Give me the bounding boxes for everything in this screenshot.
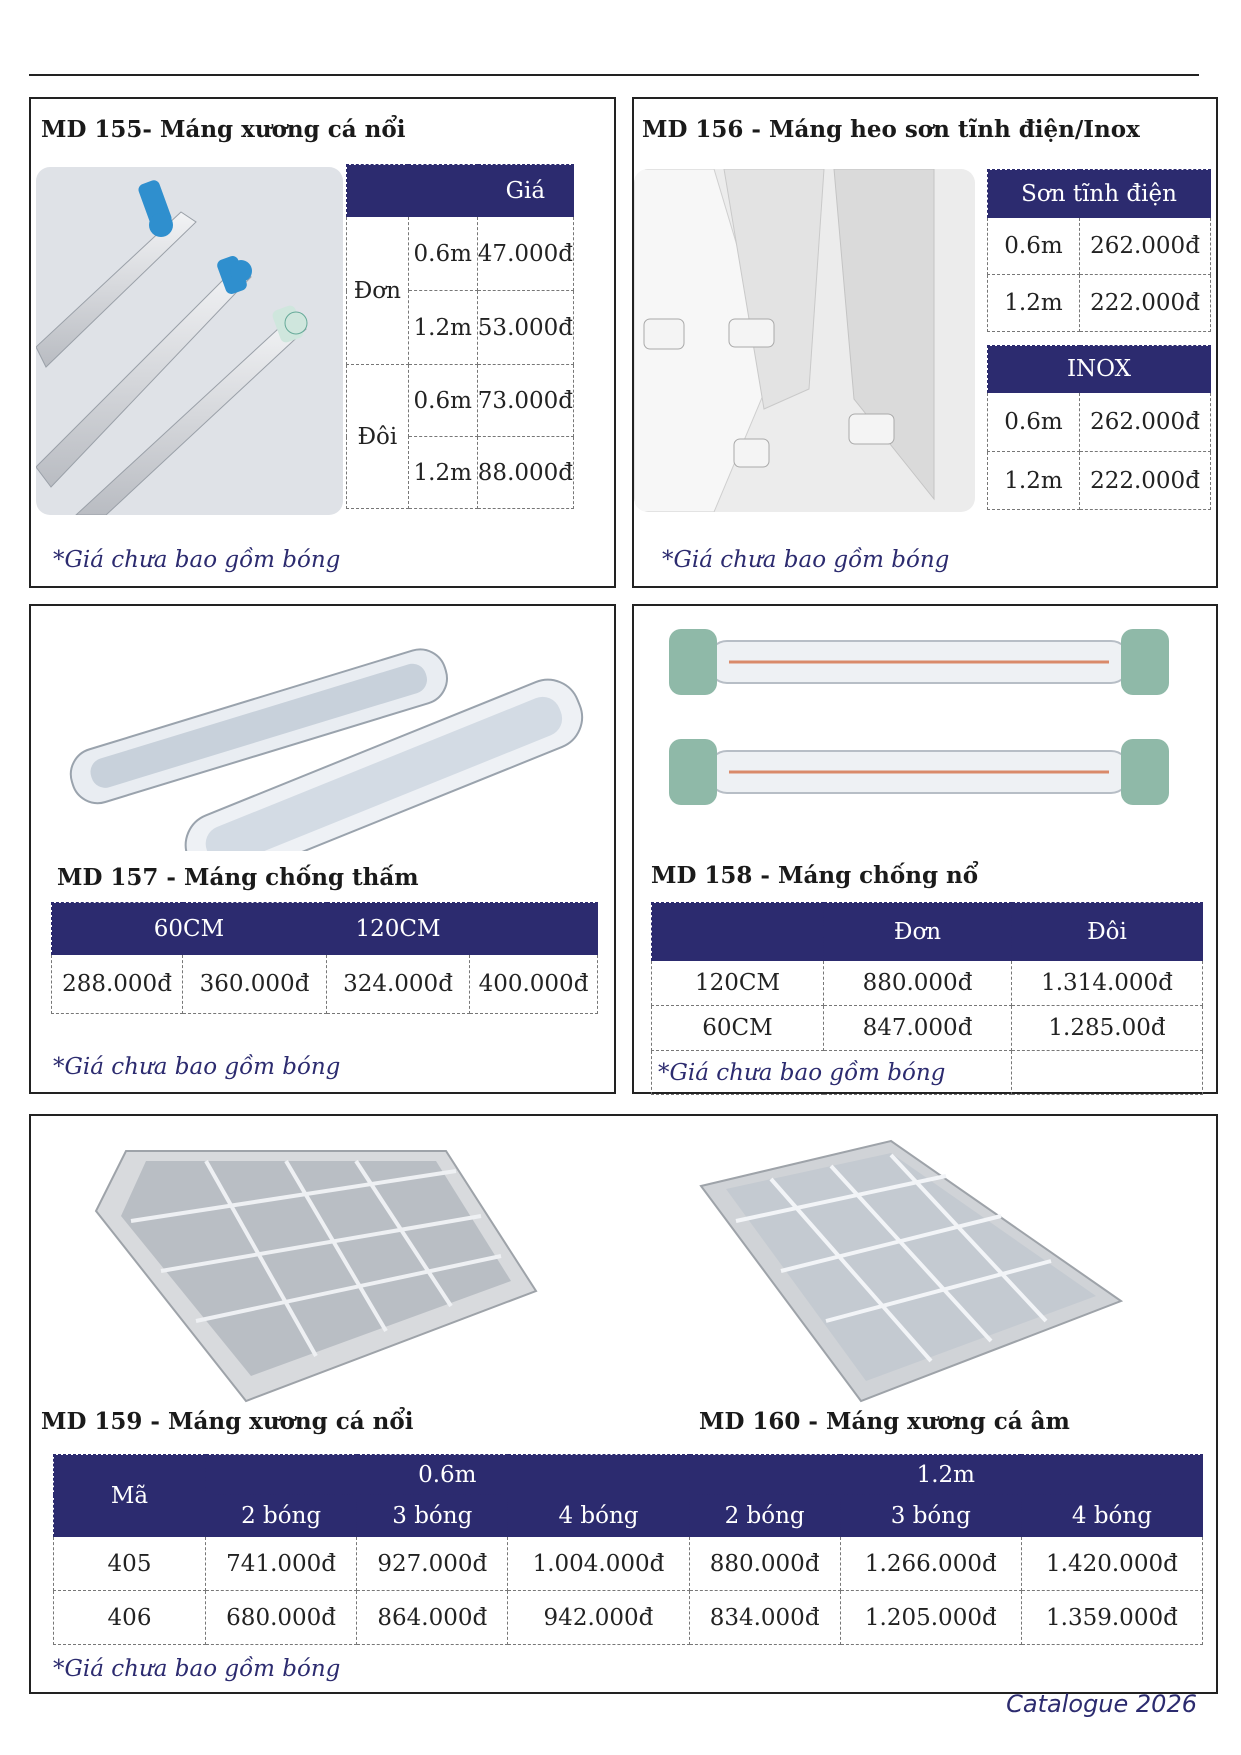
md158-title: MD 158 - Máng chống nổ (651, 862, 979, 889)
md155-price-table (346, 164, 574, 509)
md157-note: *Giá chưa bao gồm bóng (53, 1054, 341, 1080)
md156-son-table (987, 169, 1211, 332)
md158-size: 60CM (652, 1006, 824, 1051)
md155-product-image (36, 167, 343, 515)
md156-inox-price: 262.000đ (1080, 393, 1211, 452)
md157-price-table (51, 902, 598, 1014)
md158-header-don: Đơn (824, 903, 1012, 961)
md155-group-don: Đơn (347, 217, 409, 365)
grid-header-ma: Mã (54, 1455, 206, 1537)
md157-header-60: 60CM (52, 903, 327, 955)
md156-son-price: 222.000đ (1080, 275, 1211, 332)
md157-panel (29, 604, 616, 1094)
md155-price: 47.000đ (477, 217, 573, 291)
grid-price: 1.266.000đ (840, 1537, 1021, 1591)
grid-price: 1.420.000đ (1021, 1537, 1202, 1591)
md157-header-120: 120CM (327, 903, 470, 955)
md158-price-don: 847.000đ (824, 1006, 1012, 1051)
grid-price: 680.000đ (206, 1591, 357, 1645)
grid-note: *Giá chưa bao gồm bóng (53, 1656, 341, 1682)
grid-header-06: 0.6m (206, 1455, 690, 1495)
md155-title: MD 155- Máng xương cá nổi (41, 116, 406, 143)
md158-panel (632, 604, 1218, 1094)
catalogue-footer: Catalogue 2026 (1006, 1690, 1197, 1718)
grid-header-bulbs: 2 bóng (206, 1495, 357, 1537)
grid-header-bulbs: 2 bóng (689, 1495, 840, 1537)
md156-title: MD 156 - Máng heo sơn tĩnh điện/Inox (642, 116, 1140, 143)
md156-son-price: 262.000đ (1080, 218, 1211, 275)
md158-price-doi: 1.314.000đ (1012, 961, 1203, 1006)
md160-product-image (691, 1131, 1161, 1411)
grid-price: 880.000đ (689, 1537, 840, 1591)
md156-son-header: Sơn tĩnh điện (988, 170, 1211, 218)
md155-group-doi: Đôi (347, 365, 409, 509)
md159-title: MD 159 - Máng xương cá nổi (41, 1408, 414, 1435)
md155-size: 0.6m (408, 365, 477, 437)
md156-son-size: 1.2m (988, 275, 1080, 332)
md155-size: 0.6m (408, 217, 477, 291)
md157-price: 400.000đ (470, 955, 598, 1014)
md158-size: 120CM (652, 961, 824, 1006)
md159-160-price-table (53, 1454, 1203, 1645)
top-rule (29, 74, 1199, 76)
md158-note: *Giá chưa bao gồm bóng (652, 1051, 1012, 1095)
md157-price: 288.000đ (52, 955, 183, 1014)
md156-note: *Giá chưa bao gồm bóng (662, 547, 950, 573)
md158-price-doi: 1.285.00đ (1012, 1006, 1203, 1051)
md156-inox-size: 1.2m (988, 452, 1080, 510)
md156-panel (632, 97, 1218, 588)
md155-price: 53.000đ (477, 291, 573, 365)
md156-inox-size: 0.6m (988, 393, 1080, 452)
md156-son-size: 0.6m (988, 218, 1080, 275)
md156-inox-header: INOX (988, 346, 1211, 393)
md155-note: *Giá chưa bao gồm bóng (53, 547, 341, 573)
grid-header-bulbs: 4 bóng (508, 1495, 689, 1537)
md157-price: 360.000đ (183, 955, 327, 1014)
md157-product-image (49, 611, 599, 851)
grid-price: 864.000đ (357, 1591, 508, 1645)
grid-header-bulbs: 3 bóng (357, 1495, 508, 1537)
md158-header-doi: Đôi (1012, 903, 1203, 961)
grid-header-bulbs: 4 bóng (1021, 1495, 1202, 1537)
md160-title: MD 160 - Máng xương cá âm (699, 1408, 1070, 1435)
grid-price: 834.000đ (689, 1591, 840, 1645)
grid-price: 927.000đ (357, 1537, 508, 1591)
grid-header-12: 1.2m (689, 1455, 1202, 1495)
md155-size: 1.2m (408, 291, 477, 365)
md157-price: 324.000đ (327, 955, 470, 1014)
md155-price: 88.000đ (477, 437, 573, 509)
md155-panel (29, 97, 616, 588)
md158-price-table (651, 902, 1203, 1095)
grid-price: 1.004.000đ (508, 1537, 689, 1591)
md159-160-panel (29, 1114, 1218, 1694)
grid-price: 1.205.000đ (840, 1591, 1021, 1645)
md156-inox-table (987, 345, 1211, 510)
grid-price: 1.359.000đ (1021, 1591, 1202, 1645)
md159-product-image (86, 1121, 576, 1411)
grid-price: 942.000đ (508, 1591, 689, 1645)
grid-code: 406 (54, 1591, 206, 1645)
md155-header-price: Giá (477, 165, 573, 217)
md155-size: 1.2m (408, 437, 477, 509)
md155-price: 73.000đ (477, 365, 573, 437)
grid-price: 741.000đ (206, 1537, 357, 1591)
md158-price-don: 880.000đ (824, 961, 1012, 1006)
md156-inox-price: 222.000đ (1080, 452, 1211, 510)
grid-code: 405 (54, 1537, 206, 1591)
md156-product-image (634, 169, 975, 512)
grid-header-bulbs: 3 bóng (840, 1495, 1021, 1537)
md157-title: MD 157 - Máng chống thấm (57, 864, 419, 891)
md158-product-image (669, 611, 1179, 821)
